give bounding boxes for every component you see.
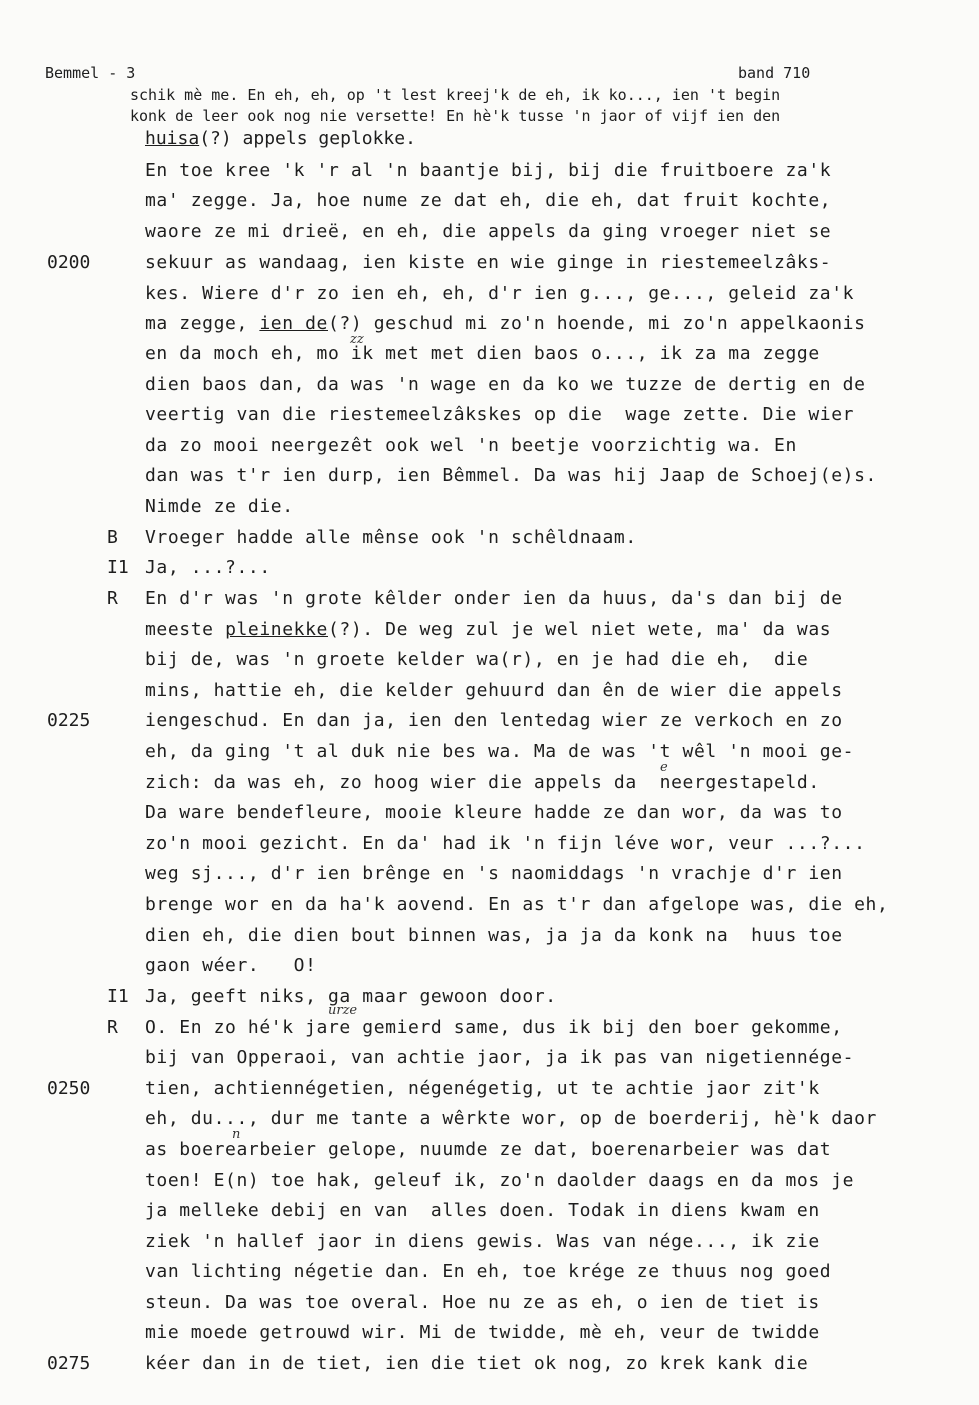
transcript-line: ma' zegge. Ja, hoe nume ze dat eh, die eh, dat fruit kochte, <box>145 190 832 211</box>
transcript-line: Ja, ...?... <box>145 557 271 578</box>
transcript-line: sekuur as wandaag, ien kiste en wie ginge in riestemeelzâks- <box>145 252 832 273</box>
handwritten-annotation: urze <box>328 1003 358 1018</box>
timecode: 0200 <box>47 252 91 273</box>
transcript-line: O. En zo hé'k jare gemierd same, dus ik bij den boer gekomme, <box>145 1017 843 1038</box>
speaker-label: R <box>107 588 118 609</box>
transcript-line: meeste pleinekke(?). De weg zul je wel niet wete, ma' da was <box>145 619 832 640</box>
timecode: 0225 <box>47 710 91 731</box>
handwritten-annotation: n <box>232 1127 241 1142</box>
transcript-line: bij de, was 'n groete kelder wa(r), en je had die eh, die <box>145 649 809 670</box>
transcript-line: dien baos dan, da was 'n wage en da ko we tuzze de dertig en de <box>145 374 866 395</box>
transcript-line: En d'r was 'n grote kêlder onder ien da huus, da's dan bij de <box>145 588 843 609</box>
timecode: 0275 <box>47 1353 91 1374</box>
page-header-right: band 710 <box>738 64 811 82</box>
page-header-left: Bemmel - 3 <box>45 64 136 82</box>
transcript-line: Da ware bendefleure, mooie kleure hadde ze dan wor, da was to <box>145 802 843 823</box>
transcript-line: as boerearbeier gelope, nuumde ze dat, boerenarbeier was dat <box>145 1139 832 1160</box>
transcript-line: brenge wor en da ha'k aovend. En as t'r dan afgelope was, die eh, <box>145 894 889 915</box>
speaker-label: I1 <box>107 557 129 578</box>
transcript-line: bij van Opperaoi, van achtie jaor, ja ik pas van nigetiennége- <box>145 1047 855 1068</box>
intro-line: huisa(?) appels geplokke. <box>145 128 416 149</box>
transcript-line: zich: da was eh, zo hoog wier die appels da neergestapeld. <box>145 772 820 793</box>
timecode: 0250 <box>47 1078 91 1099</box>
transcript-line: zo'n mooi gezicht. En da' had ik 'n fijn léve wor, veur ...?... <box>145 833 866 854</box>
speaker-label: B <box>107 527 118 548</box>
transcript-line: Nimde ze die. <box>145 496 294 517</box>
transcript-line: mins, hattie eh, die kelder gehuurd dan ên de wier die appels <box>145 680 843 701</box>
handwritten-annotation: zz <box>350 332 364 347</box>
transcript-line: iengeschud. En dan ja, ien den lentedag wier ze verkoch en zo <box>145 710 843 731</box>
transcript-line: kes. Wiere d'r zo ien eh, eh, d'r ien g..., ge..., geleid za'k <box>145 283 855 304</box>
transcript-line: tien, achtiennégetien, négenégetig, ut te achtie jaor zit'k <box>145 1078 820 1099</box>
transcript-line: waore ze mi drieë, en eh, die appels da ging vroeger niet se <box>145 221 832 242</box>
speaker-label: R <box>107 1017 118 1038</box>
transcript-line: En toe kree 'k 'r al 'n baantje bij, bij die fruitboere za'k <box>145 160 832 181</box>
transcript-line: ja melleke debij en van alles doen. Todak in diens kwam en <box>145 1200 820 1221</box>
speaker-label: I1 <box>107 986 129 1007</box>
transcript-line: dan was t'r ien durp, ien Bêmmel. Da was hij Jaap de Schoej(e)s. <box>145 465 877 486</box>
transcript-line: ma zegge, ien de(?) geschud mi zo'n hoende, mi zo'n appelkaonis <box>145 313 866 334</box>
transcript-line: gaon wéer. O! <box>145 955 317 976</box>
transcript-line: Ja, geeft niks, ga maar gewoon door. <box>145 986 557 1007</box>
transcript-line: Vroeger hadde alle mênse ook 'n schêldnaam. <box>145 527 637 548</box>
transcript-line: mie moede getrouwd wir. Mi de twidde, mè eh, veur de twidde <box>145 1322 820 1343</box>
intro-line: konk de leer ook nog nie versette! En hè'k tusse 'n jaor of vijf ien den <box>130 107 781 125</box>
transcript-line: ziek 'n hallef jaor in diens gewis. Was van nége..., ik zie <box>145 1231 820 1252</box>
transcript-line: kéer dan in de tiet, ien die tiet ok nog, zo krek kank die <box>145 1353 809 1374</box>
intro-line: schik mè me. En eh, eh, op 't lest kreej'k de eh, ik ko..., ien 't begin <box>130 86 781 104</box>
transcript-line: weg sj..., d'r ien brênge en 's naomiddags 'n vrachje d'r ien <box>145 863 843 884</box>
transcript-line: en da moch eh, mo ik met met dien baos o..., ik za ma zegge <box>145 343 820 364</box>
transcript-line: veertig van die riestemeelzâkskes op die wage zette. Die wier <box>145 404 855 425</box>
transcript-line: dien eh, die dien bout binnen was, ja ja da konk na huus toe <box>145 925 843 946</box>
transcript-line: steun. Da was toe overal. Hoe nu ze as eh, o ien de tiet is <box>145 1292 820 1313</box>
transcript-line: da zo mooi neergezêt ook wel 'n beetje voorzichtig wa. En <box>145 435 797 456</box>
transcript-line: toen! E(n) toe hak, geleuf ik, zo'n daolder daags en da mos je <box>145 1170 855 1191</box>
transcript-line: eh, du..., dur me tante a wêrkte wor, op de boerderij, hè'k daor <box>145 1108 877 1129</box>
transcript-line: van lichting négetie dan. En eh, toe krége ze thuus nog goed <box>145 1261 832 1282</box>
handwritten-annotation: e <box>660 760 668 775</box>
transcript-line: eh, da ging 't al duk nie bes wa. Ma de was 't wêl 'n mooi ge- <box>145 741 855 762</box>
